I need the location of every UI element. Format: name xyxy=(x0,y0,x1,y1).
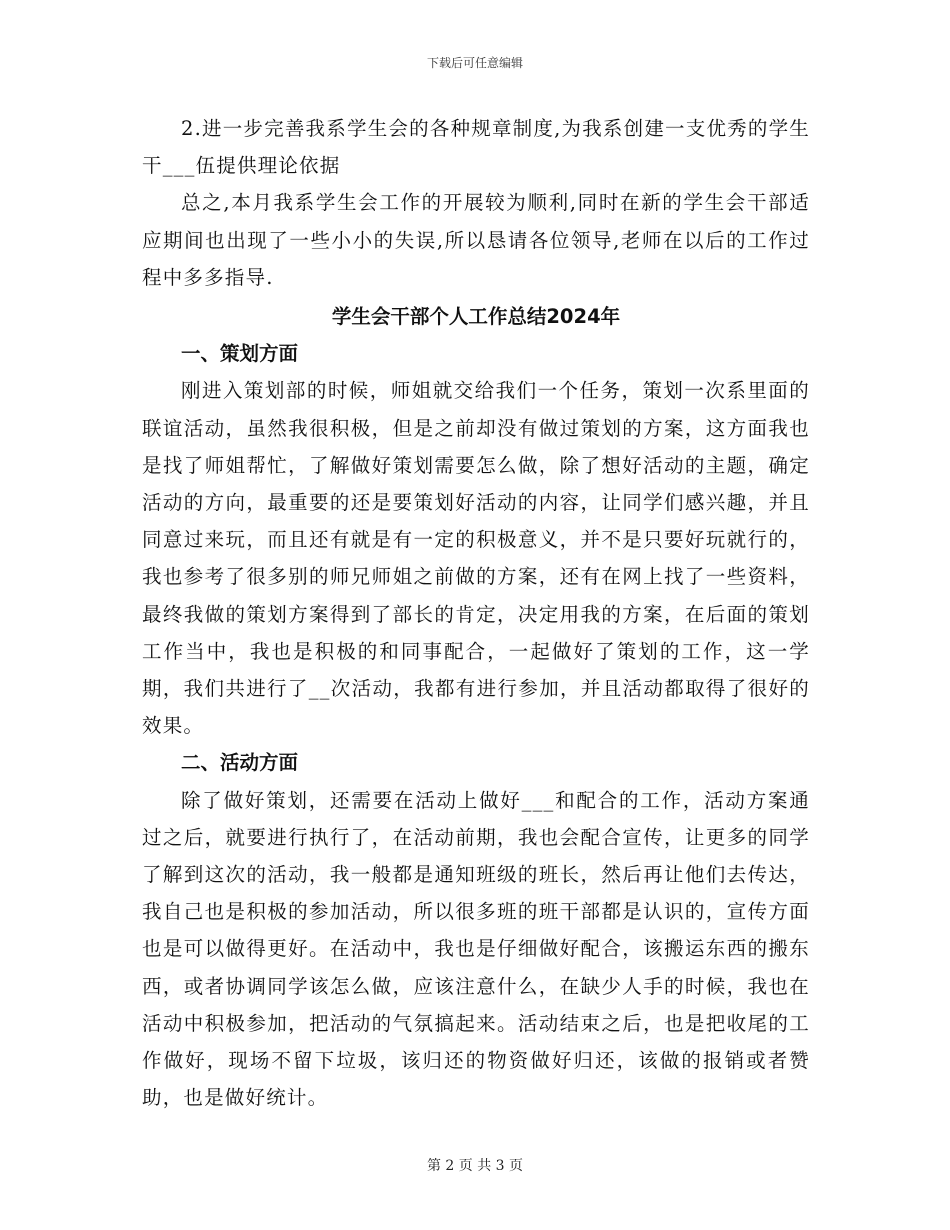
paragraph-planning: 刚进入策划部的时候，师姐就交给我们一个任务，策划一次系里面的联谊活动，虽然我很积极，但是之前却没有做过策划的方案，这方面我也是找了师姐帮忙，了解做好策划需要怎么做，除了想好活动的主题，确定活动的方向，最重要的还是要策划好活动的内容，让同学们感兴趣，并且同意过来玩，而且还有就是有一定的积极意义，并不是只要好玩就行的，我也参考了很多别的师兄师姐之前做的方案，还有在网上找了一些资料，最终我做的策划方案得到了部长的肯定，决定用我的方案，在后面的策划工作当中，我也是积极的和同事配合，一起做好了策划的工作，这一学期，我们共进行了__次活动，我都有进行参加，并且活动都取得了很好的效果。 xyxy=(142,379,810,738)
paragraph-activities: 除了做好策划，还需要在活动上做好___和配合的工作，活动方案通过之后，就要进行执行了，在活动前期，我也会配合宣传，让更多的同学了解到这次的活动，我一般都是通知班级的班长，然后再让他们去传达，我自己也是积极的参加活动，所以很多班的班干部都是认识的，宣传方面也是可以做得更好。在活动中，我也是仔细做好配合，该搬运东西的搬东西，或者协调同学该怎么做，应该注意什么，在缺少人手的时候，我也在活动中积极参加，把活动的气氛搞起来。活动结束之后，也是把收尾的工作做好，现场不留下垃圾，该归还的物资做好归还，该做的报销或者赞助，也是做好统计。 xyxy=(142,788,810,1110)
section-heading-activities: 二、活动方面 xyxy=(181,751,299,775)
paragraph-item-2: 2.进一步完善我系学生会的各种规章制度,为我系创建一支优秀的学生干___伍提供理论依据 xyxy=(142,117,810,178)
article-title: 学生会干部个人工作总结2024年 xyxy=(331,305,621,329)
page-footer: 第 2 页 共 3 页 xyxy=(426,1158,524,1174)
page-header: 下载后可任意编辑 xyxy=(426,56,523,70)
document-body xyxy=(142,110,810,1116)
section-heading-planning: 一、策划方面 xyxy=(181,342,299,366)
paragraph-summary: 总之,本月我系学生会工作的开展较为顺利,同时在新的学生会干部适应期间也出现了一些小小的失误,所以恳请各位领导,老师在以后的工作过程中多多指导. xyxy=(142,191,810,289)
